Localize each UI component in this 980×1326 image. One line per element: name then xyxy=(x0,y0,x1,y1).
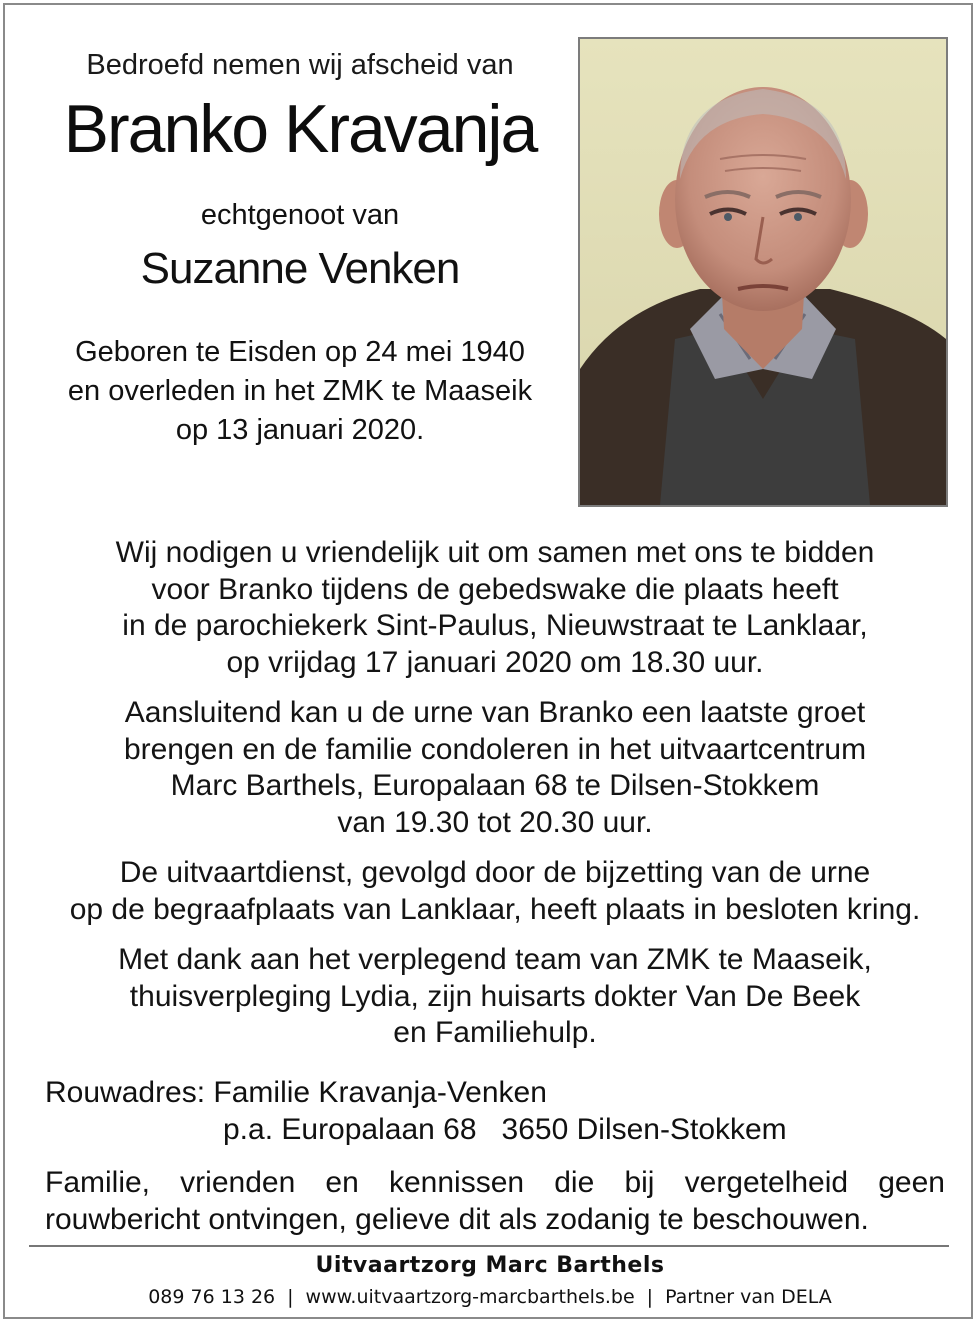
text-line: op vrijdag 17 januari 2020 om 18.30 uur. xyxy=(226,645,764,679)
text-line: in de parochiekerk Sint-Paulus, Nieuwstraat te Lanklaar, xyxy=(122,609,868,642)
deceased-name: Branko Kravanja xyxy=(63,91,537,167)
separator: | xyxy=(287,1286,294,1308)
funeral-service-paragraph xyxy=(41,855,949,928)
address-line-2: p.a. Europalaan 68 3650 Dilsen-Stokkem xyxy=(223,1112,787,1146)
death-date-line: op 13 januari 2020. xyxy=(175,414,425,446)
header-block xyxy=(35,45,565,450)
text-line: Wij nodigen u vriendelijk uit om samen met ons te bidden xyxy=(115,536,875,569)
text-line: voor Branko tijdens de gebedswake die plaats heeft xyxy=(151,572,839,606)
vigil-paragraph xyxy=(41,535,949,681)
intro-text: Bedroefd nemen wij afscheid van xyxy=(86,49,514,81)
birth-line: Geboren te Eisden op 24 mei 1940 xyxy=(75,336,525,368)
text-line: De uitvaartdienst, gevolgd door de bijzetting van de urne xyxy=(119,856,871,889)
text-line: Aansluitend kan u de urne van Branko een laatste groet xyxy=(124,696,866,729)
thanks-paragraph xyxy=(41,942,949,1052)
condolence-paragraph xyxy=(41,695,949,841)
invitation-text xyxy=(41,535,949,1066)
spouse-label: echtgenoot van xyxy=(200,199,400,231)
footer-divider xyxy=(29,1245,949,1247)
text-line: op de begraafplaats van Lanklaar, heeft plaats in besloten kring. xyxy=(69,892,921,926)
notice-text: Familie, vrienden en kennissen die bij vergetelheid geen rouwbericht ontvingen, gelieve dit als zodanig te beschouwen. xyxy=(45,1166,945,1236)
obituary-card xyxy=(3,3,973,1319)
portrait-image xyxy=(580,39,946,505)
text-line: en Familiehulp. xyxy=(393,1016,597,1049)
text-line: Met dank aan het verplegend team van ZMK te Maaseik, xyxy=(118,943,872,976)
spouse-name: Suzanne Venken xyxy=(140,244,460,293)
text-line: van 19.30 tot 20.30 uur. xyxy=(337,805,653,839)
address-line-1: Rouwadres: Familie Kravanja-Venken xyxy=(45,1076,547,1109)
separator: | xyxy=(646,1286,654,1308)
life-dates xyxy=(35,333,565,450)
partner-text: Partner van DELA xyxy=(665,1286,832,1308)
text-line: thuisverpleging Lydia, zijn huisarts dokter Van De Beek xyxy=(129,979,861,1013)
text-line: brengen en de familie condoleren in het uitvaartcentrum xyxy=(123,732,867,766)
portrait-photo xyxy=(578,37,948,507)
mourning-address xyxy=(45,1075,945,1148)
website-link[interactable]: www.uitvaartzorg-marcbarthels.be xyxy=(305,1286,635,1308)
text-line: Marc Barthels, Europalaan 68 te Dilsen-Stokkem xyxy=(170,769,820,802)
footer-contact xyxy=(5,1283,975,1311)
funeral-home-name: Uitvaartzorg Marc Barthels xyxy=(315,1253,665,1278)
phone-number: 089 76 13 26 xyxy=(148,1286,276,1308)
death-line: en overleden in het ZMK te Maaseik xyxy=(67,375,533,407)
